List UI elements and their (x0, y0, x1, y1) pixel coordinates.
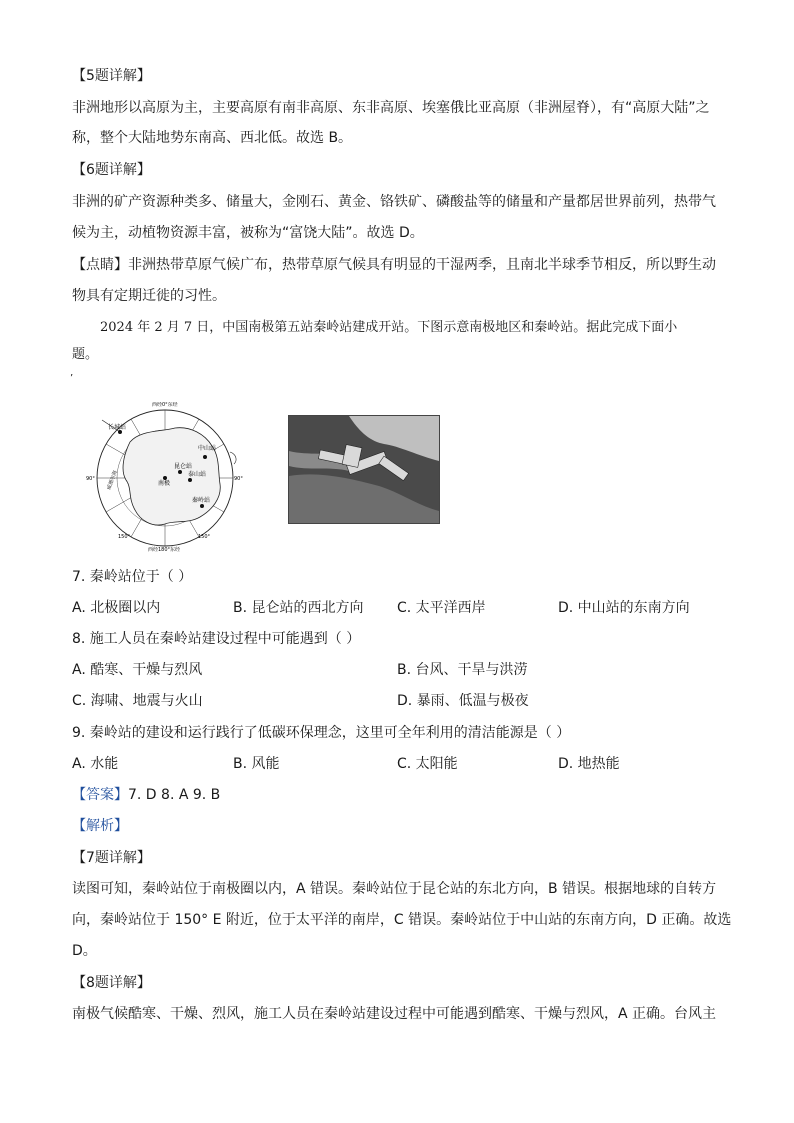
map-150-right: 150° (198, 534, 211, 540)
label-south-pole: 南极 (158, 480, 171, 487)
paragraph-8-line-1: 南极气候酷寒、干燥、烈风，施工人员在秦岭站建设过程中可能遇到酷寒、干燥与烈风，A 正确。台风主 (72, 1006, 717, 1022)
paragraph-5-line-1: 非洲地形以高原为主，主要高原有南非高原、东非高原、埃塞俄比亚高原（非洲屋脊），有“高原大陆”之 (72, 100, 710, 116)
station-aerial-photo (289, 416, 439, 523)
map-150-left: 150° (118, 534, 131, 540)
station-zhongshan: 中山站 (198, 445, 217, 452)
answer-line (72, 785, 220, 805)
paragraph-7-line-1: 读图可知，秦岭站位于南极圈以内，A 错误。秦岭站位于昆仑站的东北方向，B 错误。根据地球的自转方 (72, 881, 717, 897)
section-heading-7: 【7题详解】 (72, 850, 151, 866)
paragraph-7-line-2: 向，秦岭站位于 150° E 附近，位于太平洋的南岸，C 错误。秦岭站位于中山站的东南方向，D 正确。故选 (72, 912, 732, 928)
section-heading-5: 【5题详解】 (72, 68, 151, 84)
tip-line-2: 物具有定期迁徙的习性。 (72, 288, 226, 304)
q8-option-a[interactable]: A. 酷寒、干燥与烈风 (72, 662, 203, 678)
station-qinling: 秦岭站 (192, 497, 211, 504)
q8-option-b[interactable]: B. 台风、干旱与洪涝 (397, 662, 528, 678)
paragraph-5-line-2: 称，整个大陆地势东南高、西北低。故选 B。 (72, 130, 353, 146)
tip-line-1 (72, 255, 716, 275)
q8-option-d[interactable]: D. 暴雨、低温与极夜 (397, 693, 529, 709)
paragraph-6-line-1: 非洲的矿产资源种类多、储量大，金刚石、黄金、铬铁矿、磷酸盐等的储量和产量都居世界前列，热带气 (72, 194, 716, 210)
paragraph-7-line-3: D。 (72, 943, 97, 959)
q7-option-c[interactable]: C. 太平洋西岸 (397, 600, 486, 616)
label-weddell-sea: 威德尔海 (106, 469, 119, 491)
map-lon-right: 90° (234, 476, 243, 482)
section-heading-8: 【8题详解】 (72, 975, 151, 991)
station-kunlun: 昆仑站 (174, 463, 193, 470)
qinling-station-photo (288, 415, 440, 524)
analysis-tag: 【解析】 (72, 818, 128, 834)
station-changcheng: 长城站 (108, 424, 127, 431)
tip-tag: 【点睛】 (72, 257, 128, 273)
q7-option-a[interactable]: A. 北极圈以内 (72, 600, 161, 616)
q9-option-b[interactable]: B. 风能 (233, 756, 280, 772)
map-lon-left: 90° (86, 476, 95, 482)
paragraph-6-line-2: 候为主，动植物资源丰富，被称为“富饶大陆”。故选 D。 (72, 225, 424, 241)
q8-option-c[interactable]: C. 海啸、地震与火山 (72, 693, 203, 709)
q7-option-d[interactable]: D. 中山站的东南方向 (558, 600, 690, 616)
q9-option-a[interactable]: A. 水能 (72, 756, 119, 772)
stray-mark: ’ (70, 373, 74, 384)
question-7-stem: 7. 秦岭站位于（ ） (72, 569, 193, 585)
intro-line-1: 2024 年 2 月 7 日，中国南极第五站秦岭站建成开站。下图示意南极地区和秦岭站。据此完成下面小 (100, 320, 678, 335)
q9-option-c[interactable]: C. 太阳能 (397, 756, 458, 772)
question-9-stem: 9. 秦岭站的建设和运行践行了低碳环保理念，这里可全年利用的清洁能源是（ ） (72, 725, 571, 741)
intro-line-2: 题。 (72, 347, 99, 362)
tip-text: 非洲热带草原气候广布，热带草原气候具有明显的干湿两季，且南北半球季节相反，所以野生动 (128, 257, 716, 273)
answer-tag: 【答案】 (72, 787, 128, 803)
answer-text: 7. D 8. A 9. B (128, 787, 221, 803)
q9-option-d[interactable]: D. 地热能 (558, 756, 620, 772)
map-top-label: 西经0°东经 (152, 402, 178, 408)
section-heading-6: 【6题详解】 (72, 162, 151, 178)
question-8-stem: 8. 施工人员在秦岭站建设过程中可能遇到（ ） (72, 631, 361, 647)
map-bottom-label: 西经180°东经 (148, 547, 181, 552)
antarctica-map (80, 402, 250, 552)
q7-option-b[interactable]: B. 昆仑站的西北方向 (233, 600, 364, 616)
station-taishan: 泰山站 (188, 471, 207, 478)
